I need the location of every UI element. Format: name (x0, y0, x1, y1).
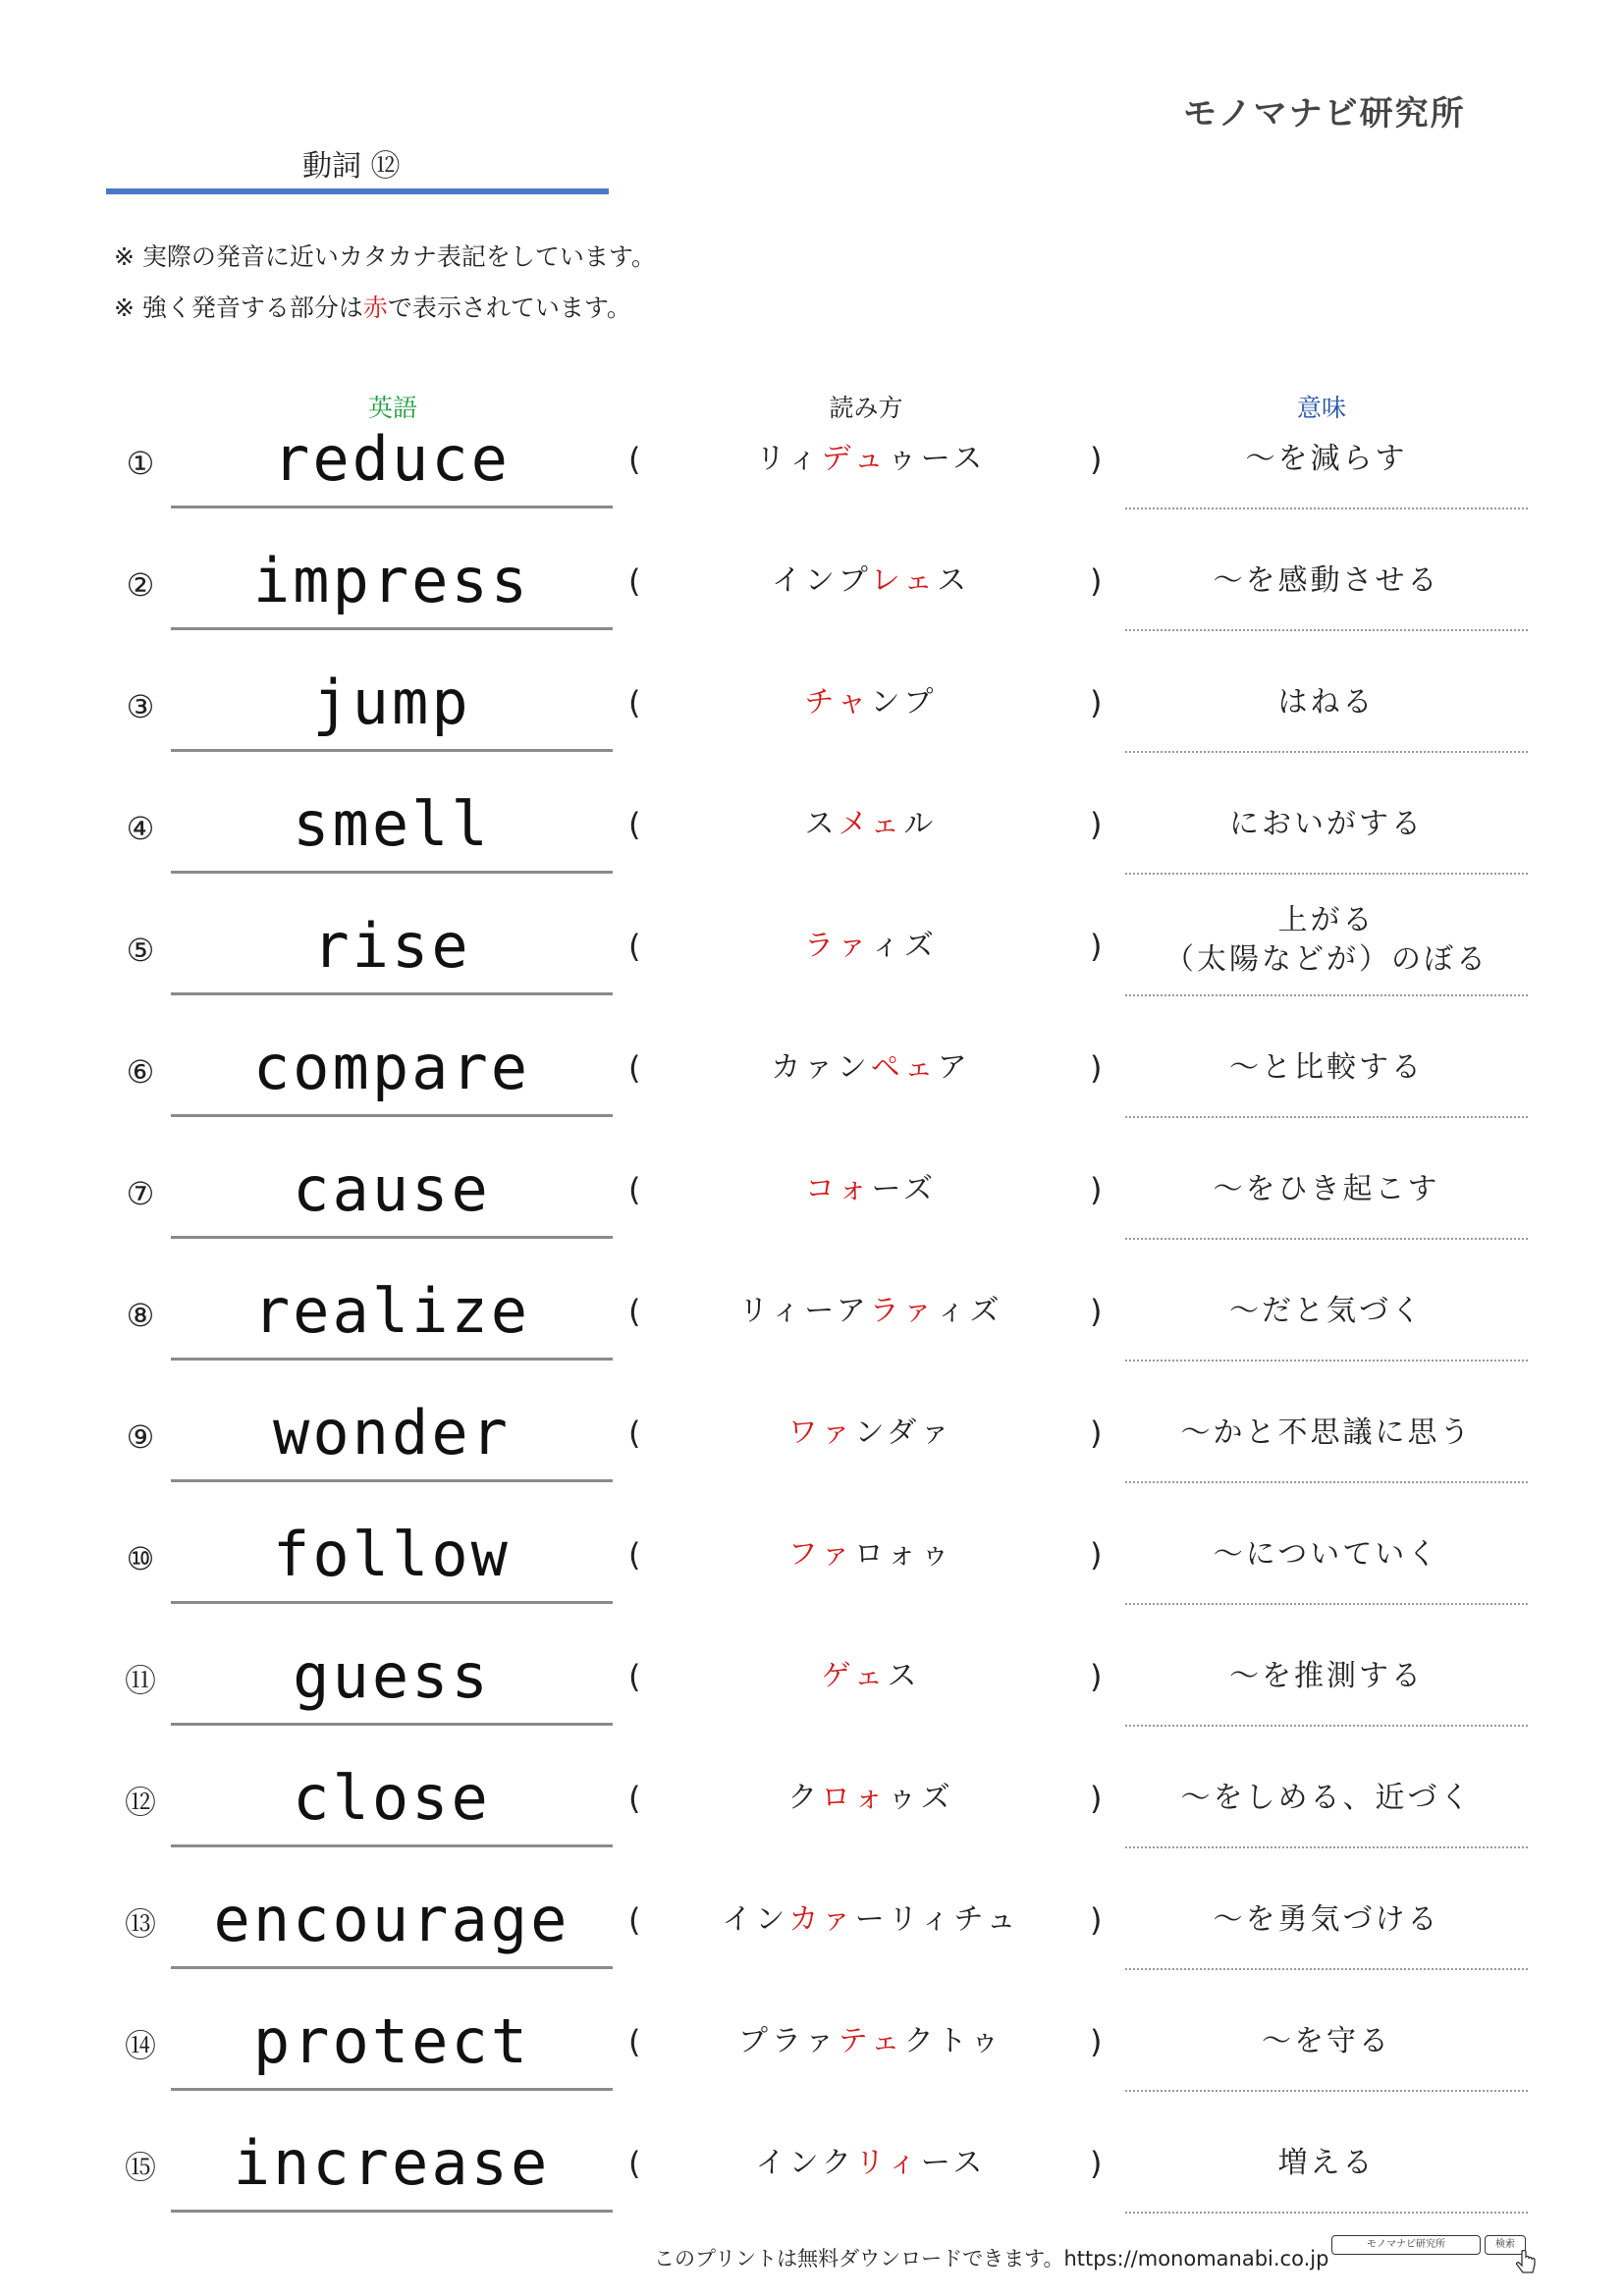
reading-stressed: リィ (855, 2146, 921, 2180)
row-number: ⑬ (124, 1905, 156, 1943)
header-reading: 読み方 (829, 394, 903, 422)
search-button[interactable]: 検索 (1485, 2235, 1526, 2255)
vocab-row (0, 777, 1624, 899)
meaning-line: ～をしめる、近づく (1180, 1781, 1473, 1815)
reading-segment: ンダァ (854, 1415, 954, 1450)
katakana-reading (670, 2020, 1072, 2063)
english-word: compare (252, 1032, 531, 1103)
english-word: rise (312, 910, 471, 982)
word-underline (171, 1236, 613, 1239)
reading-segment: ス (887, 1659, 921, 1693)
word-underline (171, 749, 613, 752)
paren-open: ( (628, 2145, 641, 2182)
paren-close: ) (1090, 1049, 1103, 1087)
search-box[interactable]: モノマナビ研究所 (1331, 2235, 1481, 2255)
paren-open: ( (628, 1536, 641, 1574)
vocab-row (0, 2116, 1624, 2238)
meaning-dotted-line (1125, 1603, 1528, 1605)
page-title: 動詞 ⑫ (302, 149, 401, 184)
row-number: ⑦ (126, 1175, 155, 1212)
paren-open: ( (628, 684, 641, 721)
word-underline (171, 2210, 613, 2213)
vocab-row (0, 1143, 1624, 1264)
reading-stressed: ファ (787, 1537, 854, 1572)
row-number: ⑨ (126, 1418, 155, 1456)
vocab-row (0, 1873, 1624, 1995)
reading-segment: ーリィチュ (854, 1902, 1020, 1937)
japanese-meaning (1125, 1412, 1528, 1455)
reading-segment: ス (804, 807, 839, 841)
meaning-line: 上がる (1277, 903, 1376, 937)
word-underline (171, 1966, 613, 1969)
meaning-dotted-line (1125, 629, 1528, 631)
japanese-meaning (1125, 901, 1528, 980)
reading-segment: リィーア (738, 1294, 870, 1328)
english-word: guess (293, 1640, 491, 1712)
note-stress-post: で表示されています。 (387, 294, 631, 322)
word-underline (171, 992, 613, 995)
vocab-row (0, 1995, 1624, 2116)
paren-close: ) (1090, 806, 1103, 843)
paren-open: ( (628, 1049, 641, 1087)
row-number: ⑤ (126, 932, 155, 969)
meaning-dotted-line (1125, 1968, 1528, 1970)
paren-close: ) (1090, 1780, 1103, 1817)
word-underline (171, 506, 613, 508)
katakana-reading (670, 1412, 1072, 1455)
paren-open: ( (628, 1780, 641, 1817)
paren-close: ) (1090, 1536, 1103, 1574)
english-word: cause (293, 1153, 491, 1225)
japanese-meaning (1125, 681, 1528, 724)
vocab-row (0, 1021, 1624, 1143)
paren-close: ) (1090, 2145, 1103, 2182)
word-underline (171, 627, 613, 630)
row-number: ⑥ (126, 1053, 155, 1091)
katakana-reading (670, 1655, 1072, 1698)
meaning-line: ～かと不思議に思う (1180, 1415, 1473, 1450)
reading-stressed: ロォ (821, 1781, 888, 1815)
hand-cursor-icon (1514, 2250, 1538, 2279)
meaning-line: ～を守る (1262, 2024, 1391, 2058)
meaning-dotted-line (1125, 1360, 1528, 1362)
paren-open: ( (628, 1171, 641, 1208)
meaning-dotted-line (1125, 994, 1528, 996)
meaning-line: ～についていく (1213, 1537, 1440, 1572)
meaning-dotted-line (1125, 2090, 1528, 2092)
brand-logo: モノマナビ研究所 (1183, 94, 1466, 133)
reading-segment: イン (722, 1902, 789, 1937)
reading-segment: ース (920, 2146, 987, 2180)
reading-stressed: ラァ (869, 1294, 937, 1328)
meaning-line: ～だと気づく (1229, 1294, 1424, 1328)
paren-open: ( (628, 806, 641, 843)
word-underline (171, 1601, 613, 1604)
katakana-reading (670, 2142, 1072, 2185)
row-number: ⑭ (124, 2027, 156, 2064)
reading-segment: クトゥ (903, 2024, 1004, 2058)
row-number: ② (126, 566, 155, 604)
paren-close: ) (1090, 1658, 1103, 1695)
paren-close: ) (1090, 1293, 1103, 1330)
reading-stressed: コォ (805, 1172, 872, 1206)
reading-segment: ゥズ (887, 1781, 954, 1815)
katakana-reading (670, 1777, 1072, 1820)
note-katakana: ※ 実際の発音に近いカタカナ表記をしています。 (114, 242, 656, 271)
paren-close: ) (1090, 2023, 1103, 2060)
japanese-meaning (1125, 1655, 1528, 1698)
reading-stressed: メェ (838, 807, 904, 841)
katakana-reading (670, 1168, 1072, 1211)
reading-segment: ンプ (870, 685, 938, 720)
japanese-meaning (1125, 803, 1528, 846)
meaning-dotted-line (1125, 1481, 1528, 1483)
english-word: follow (273, 1519, 511, 1590)
title-underline (106, 188, 609, 194)
japanese-meaning (1125, 1777, 1528, 1820)
katakana-reading (670, 681, 1072, 724)
reading-stressed: デュ (821, 442, 888, 476)
reading-segment: インプ (771, 563, 871, 598)
reading-segment: リィ (755, 442, 822, 476)
meaning-dotted-line (1125, 1116, 1528, 1118)
note-stress-pre: ※ 強く発音する部分は (114, 294, 363, 322)
japanese-meaning (1125, 1046, 1528, 1090)
header-meaning: 意味 (1296, 394, 1346, 422)
row-number: ⑩ (126, 1540, 155, 1577)
reading-stressed: チャ (804, 685, 871, 720)
vocab-row (0, 656, 1624, 777)
reading-segment: ィズ (870, 929, 938, 963)
word-underline (171, 1844, 613, 1847)
paren-open: ( (628, 1415, 641, 1452)
katakana-reading (670, 438, 1072, 481)
paren-close: ) (1090, 1901, 1103, 1939)
vocab-row (0, 899, 1624, 1021)
paren-close: ) (1090, 684, 1103, 721)
word-underline (171, 1723, 613, 1726)
meaning-line: ～を推測する (1229, 1659, 1424, 1693)
paren-close: ) (1090, 441, 1103, 478)
note-stress (114, 291, 631, 326)
english-word: encourage (213, 1884, 570, 1955)
word-underline (171, 1358, 613, 1361)
meaning-dotted-line (1125, 1725, 1528, 1727)
reading-segment: インク (755, 2146, 856, 2180)
english-word: jump (312, 667, 471, 738)
meaning-dotted-line (1125, 507, 1528, 509)
meaning-dotted-line (1125, 1846, 1528, 1848)
reading-stressed: ラァ (804, 929, 871, 963)
japanese-meaning (1125, 2020, 1528, 2063)
japanese-meaning (1125, 2142, 1528, 2185)
english-word: impress (252, 545, 531, 616)
paren-close: ) (1090, 562, 1103, 600)
header-english: 英語 (367, 394, 417, 422)
word-underline (171, 2088, 613, 2091)
paren-close: ) (1090, 1171, 1103, 1208)
reading-segment: ス (937, 563, 971, 598)
vocab-row (0, 1751, 1624, 1873)
reading-stressed: ワァ (787, 1415, 855, 1450)
paren-open: ( (628, 2023, 641, 2060)
meaning-line: においがする (1229, 807, 1424, 841)
note-stress-red-word: 赤 (362, 294, 388, 322)
paren-open: ( (628, 562, 641, 600)
paren-close: ) (1090, 1415, 1103, 1452)
reading-segment: ク (787, 1781, 822, 1815)
row-number: ⑮ (124, 2149, 156, 2186)
meaning-dotted-line (1125, 751, 1528, 753)
footer-download-note: このプリントは無料ダウンロードできます。https://monomanabi.co.jp (654, 2247, 1329, 2270)
japanese-meaning (1125, 1168, 1528, 1211)
reading-segment: カァン (771, 1050, 871, 1085)
vocab-row (0, 1264, 1624, 1386)
meaning-line: 増える (1277, 2146, 1376, 2180)
japanese-meaning (1125, 1898, 1528, 1942)
katakana-reading (670, 1533, 1072, 1576)
reading-stressed: レェ (870, 563, 938, 598)
row-number: ④ (126, 810, 155, 847)
vocab-row (0, 534, 1624, 656)
katakana-reading (670, 925, 1072, 968)
meaning-line: ～と比較する (1229, 1050, 1424, 1085)
word-underline (171, 871, 613, 874)
english-word: increase (233, 2127, 551, 2199)
row-number: ⑪ (124, 1662, 156, 1699)
reading-segment: ィズ (936, 1294, 1003, 1328)
meaning-dotted-line (1125, 2212, 1528, 2214)
vocab-row (0, 1508, 1624, 1629)
english-word: wonder (273, 1397, 511, 1468)
reading-segment: プラァ (737, 2024, 839, 2058)
row-number: ⑫ (124, 1784, 156, 1821)
meaning-line: ～を感動させる (1213, 563, 1440, 598)
meaning-line: ～を勇気づける (1213, 1902, 1440, 1937)
reading-segment: ア (937, 1050, 971, 1085)
paren-open: ( (628, 1901, 641, 1939)
english-word: smell (293, 788, 491, 860)
katakana-reading (670, 560, 1072, 603)
row-number: ③ (126, 688, 155, 725)
english-word: realize (252, 1275, 531, 1347)
reading-stressed: ゲェ (821, 1659, 888, 1693)
katakana-reading (670, 1046, 1072, 1090)
japanese-meaning (1125, 560, 1528, 603)
meaning-line: ～をひき起こす (1213, 1172, 1440, 1206)
english-word: protect (252, 2005, 531, 2077)
paren-open: ( (628, 1658, 641, 1695)
reading-segment: ーズ (871, 1172, 937, 1206)
meaning-dotted-line (1125, 873, 1528, 875)
row-number: ① (126, 445, 155, 482)
row-number: ⑧ (126, 1297, 155, 1334)
vocab-row (0, 412, 1624, 534)
katakana-reading (670, 1898, 1072, 1942)
reading-segment: ル (903, 807, 938, 841)
english-word: reduce (273, 423, 511, 495)
word-underline (171, 1479, 613, 1482)
english-word: close (293, 1762, 491, 1834)
japanese-meaning (1125, 438, 1528, 481)
vocab-row (0, 1629, 1624, 1751)
paren-open: ( (628, 928, 641, 965)
katakana-reading (670, 803, 1072, 846)
japanese-meaning (1125, 1290, 1528, 1333)
meaning-line: ～を減らす (1245, 442, 1408, 476)
paren-open: ( (628, 1293, 641, 1330)
reading-stressed: カァ (788, 1902, 855, 1937)
reading-stressed: ペェ (870, 1050, 938, 1085)
meaning-dotted-line (1125, 1238, 1528, 1240)
word-underline (171, 1114, 613, 1117)
reading-stressed: テェ (838, 2024, 904, 2058)
paren-open: ( (628, 441, 641, 478)
reading-segment: ゥース (887, 442, 987, 476)
reading-segment: ロォゥ (854, 1537, 954, 1572)
katakana-reading (670, 1290, 1072, 1333)
meaning-line: （太陽などが）のぼる (1164, 942, 1489, 977)
japanese-meaning (1125, 1533, 1528, 1576)
meaning-line: はねる (1277, 685, 1376, 720)
paren-close: ) (1090, 928, 1103, 965)
vocab-row (0, 1386, 1624, 1508)
